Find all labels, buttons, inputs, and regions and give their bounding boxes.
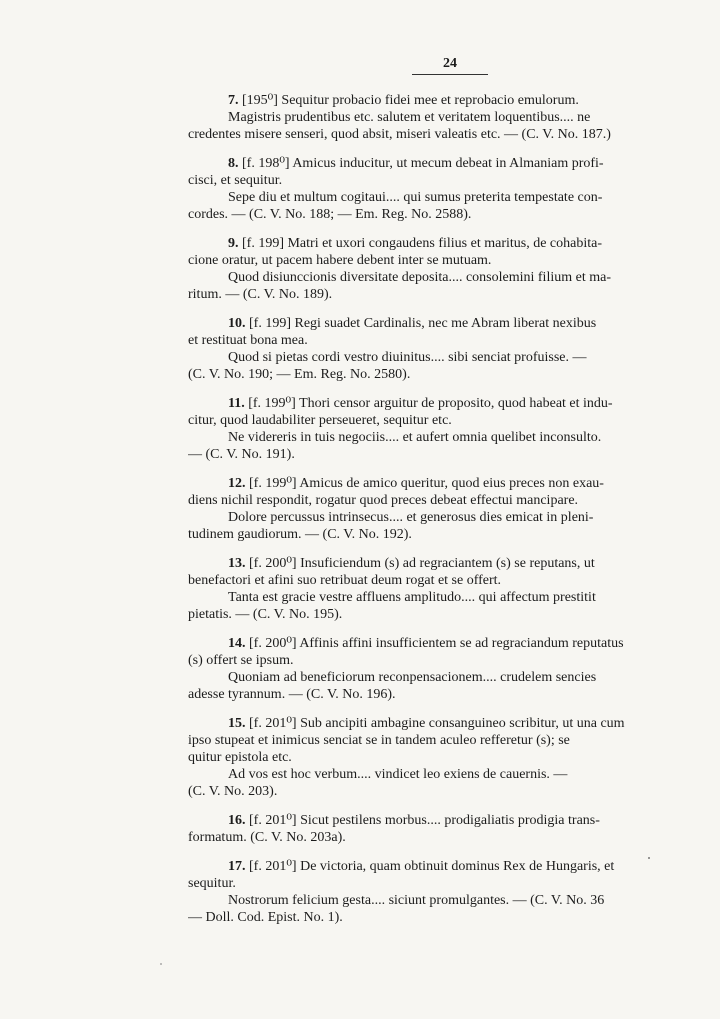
entry-heading-line: [188, 92, 720, 109]
text-line: quitur epistola etc.: [188, 750, 292, 765]
entry-heading-text: [195⁰] Sequitur probacio fidei mee et reprobacio emulorum.: [238, 93, 579, 108]
entry-heading-line: [188, 715, 720, 732]
paper-speck: [160, 963, 162, 965]
incipit-line: Tanta est gracie vestre affluens amplitudo.... qui affectum prestitit: [228, 590, 596, 605]
entry-heading-text: [f. 199⁰] Amicus de amico queritur, quod eius preces non exau-: [245, 476, 604, 491]
entry-heading-line: [188, 155, 720, 172]
incipit-line: Magistris prudentibus etc. salutem et veritatem loquentibus.... ne: [228, 110, 591, 125]
entry-heading-text: [f. 201⁰] Sicut pestilens morbus.... prodigaliatis prodigia trans-: [245, 813, 600, 828]
page-number: 24: [412, 56, 488, 75]
incipit-line: Quoniam ad beneficiorum reconpensacionem.... crudelem sencies: [228, 670, 597, 685]
text-line: benefactori et afini suo retribuat deum rogat et se offert.: [188, 573, 502, 588]
incipit-line: Ad vos est hoc verbum.... vindicet leo exiens de cauernis. —: [228, 767, 568, 782]
entry-list: [188, 92, 720, 938]
text-line: formatum. (C. V. No. 203a).: [188, 830, 346, 845]
incipit-line: Ne videreris in tuis negociis.... et aufert omnia quelibet inconsulto.: [228, 430, 602, 445]
text-line: pietatis. — (C. V. No. 195).: [188, 607, 343, 622]
entry-heading-text: [f. 200⁰] Affinis affini insufficientem se ad regraciandum reputatus: [245, 636, 624, 651]
incipit-line: Quod si pietas cordi vestro diuinitus.... sibi senciat profuisse. —: [228, 350, 587, 365]
entry-12: [188, 475, 720, 543]
entry-heading-line: [188, 858, 720, 875]
entry-number: 14.: [228, 636, 246, 651]
entry-16: [188, 812, 720, 846]
paper-speck: [648, 857, 650, 859]
entry-number: 17.: [228, 859, 246, 874]
text-line: citur, quod laudabiliter perseueret, sequitur etc.: [188, 413, 452, 428]
incipit-line: Quod disiunccionis diversitate deposita.... consolemini filium et ma-: [228, 270, 611, 285]
entry-heading-line: [188, 475, 720, 492]
entry-17: [188, 858, 720, 926]
entry-heading-text: [f. 199⁰] Thori censor arguitur de proposito, quod habeat et indu-: [244, 396, 613, 411]
entry-number: 9.: [228, 236, 239, 251]
text-line: cisci, et sequitur.: [188, 173, 283, 188]
text-line: (C. V. No. 190; — Em. Reg. No. 2580).: [188, 367, 411, 382]
entry-11: [188, 395, 720, 463]
incipit-line: Dolore percussus intrinsecus.... et generosus dies emicat in pleni-: [228, 510, 594, 525]
text-line: ipso stupeat et inimicus senciat se in tandem aculeo refferetur (s); se: [188, 733, 570, 748]
entry-heading-text: [f. 201⁰] Sub ancipiti ambagine consanguineo scribitur, ut una cum: [245, 716, 625, 731]
entry-heading-line: [188, 315, 720, 332]
text-line: adesse tyrannum. — (C. V. No. 196).: [188, 687, 396, 702]
text-line: cordes. — (C. V. No. 188; — Em. Reg. No. 2588).: [188, 207, 472, 222]
entry-number: 12.: [228, 476, 246, 491]
entry-heading-text: [f. 199] Matri et uxori congaudens filius et maritus, de cohabita-: [238, 236, 603, 251]
text-line: ritum. — (C. V. No. 189).: [188, 287, 333, 302]
entry-heading-text: [f. 201⁰] De victoria, quam obtinuit dominus Rex de Hungaris, et: [245, 859, 615, 874]
text-line: — (C. V. No. 191).: [188, 447, 295, 462]
text-line: diens nichil respondit, rogatur quod preces debeat effectui mancipare.: [188, 493, 579, 508]
entry-number: 10.: [228, 316, 246, 331]
incipit-line: Nostrorum felicium gesta.... siciunt promulgantes. — (C. V. No. 36: [228, 893, 605, 908]
text-line: tudinem gaudiorum. — (C. V. No. 192).: [188, 527, 412, 542]
text-line: — Doll. Cod. Epist. No. 1).: [188, 910, 343, 925]
entry-heading-line: [188, 395, 720, 412]
entry-9: [188, 235, 720, 303]
entry-number: 16.: [228, 813, 246, 828]
entry-10: [188, 315, 720, 383]
entry-7: [188, 92, 720, 143]
entry-heading-line: [188, 235, 720, 252]
entry-number: 15.: [228, 716, 246, 731]
text-line: cione oratur, ut pacem habere debent inter se mutuam.: [188, 253, 492, 268]
entry-number: 13.: [228, 556, 246, 571]
entry-heading-text: [f. 198⁰] Amicus inducitur, ut mecum debeat in Almaniam profi-: [238, 156, 604, 171]
entry-number: 8.: [228, 156, 239, 171]
entry-14: [188, 635, 720, 703]
entry-number: 11.: [228, 396, 245, 411]
entry-heading-line: [188, 555, 720, 572]
text-line: credentes misere senseri, quod absit, miseri valeatis etc. — (C. V. No. 187.): [188, 127, 611, 142]
entry-heading-line: [188, 635, 720, 652]
entry-13: [188, 555, 720, 623]
text-line: et restituat bona mea.: [188, 333, 308, 348]
text-line: sequitur.: [188, 876, 236, 891]
entry-15: [188, 715, 720, 800]
incipit-line: Sepe diu et multum cogitaui.... qui sumus preterita tempestate con-: [228, 190, 603, 205]
entry-number: 7.: [228, 93, 239, 108]
text-line: (s) offert se ipsum.: [188, 653, 294, 668]
entry-8: [188, 155, 720, 223]
entry-heading-line: [188, 812, 720, 829]
entry-heading-text: [f. 200⁰] Insuficiendum (s) ad regraciantem (s) se reputans, ut: [245, 556, 595, 571]
text-line: (C. V. No. 203).: [188, 784, 278, 799]
entry-heading-text: [f. 199] Regi suadet Cardinalis, nec me Abram liberat nexibus: [245, 316, 597, 331]
